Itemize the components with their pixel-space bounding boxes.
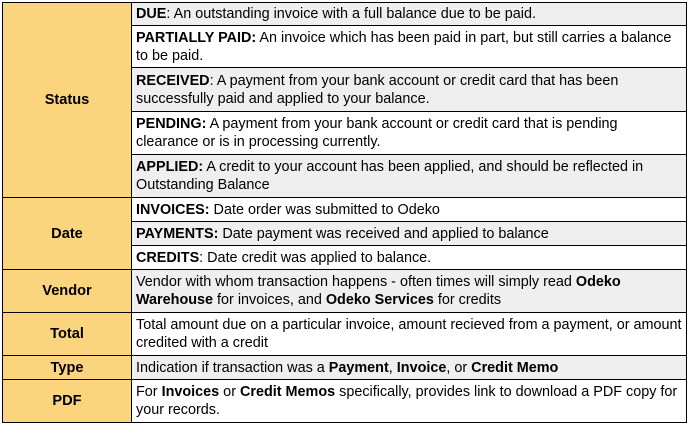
table-row <box>3 313 687 356</box>
definition-partially-paid <box>132 26 687 68</box>
definition-term: RECEIVED <box>136 72 210 89</box>
term-vendor: Vendor <box>3 270 132 313</box>
definition-text: , <box>388 359 397 376</box>
definition-emphasis: Payment <box>328 359 389 376</box>
definition-text: : Date credit was applied to balance. <box>199 249 432 266</box>
definition-applied <box>132 155 687 198</box>
definition-text: A credit to your account has been applied, and should be reflected in Outstanding Balance <box>136 159 644 193</box>
definition-payments <box>132 222 687 246</box>
definition-due <box>132 3 687 26</box>
definition-text: specifically, provides link to download a PDF copy for your records. <box>136 384 678 418</box>
definition-term: PAYMENTS: <box>136 225 219 242</box>
definition-text: Date order was submitted to Odeko <box>209 201 440 218</box>
definition-emphasis: Odeko Warehouse <box>136 274 621 308</box>
definition-credits <box>132 246 687 270</box>
definition-text: An invoice which has been paid in part, but still carries a balance to be paid. <box>136 29 672 64</box>
definition-text: For <box>136 384 162 400</box>
table-row <box>3 270 687 313</box>
definition-emphasis: Invoice <box>396 359 447 376</box>
definition-text: : An outstanding invoice with a full balance due to be paid. <box>166 6 537 22</box>
term-total: Total <box>3 313 132 356</box>
definition-received <box>132 68 687 112</box>
definition-vendor <box>132 270 687 313</box>
term-status: Status <box>3 3 132 198</box>
term-pdf: PDF <box>3 380 132 423</box>
definition-emphasis: Invoices <box>161 384 220 400</box>
definition-emphasis: Credit Memos <box>239 384 336 400</box>
definition-total: Total amount due on a particular invoice, amount recieved from a payment, or amount credited with a credit <box>132 313 687 356</box>
definition-term: INVOICES: <box>136 201 210 218</box>
glossary-table <box>2 2 687 423</box>
definition-text: : A payment from your bank account or credit card that has been successfully paid and applied to your balance. <box>136 72 619 107</box>
term-date: Date <box>3 198 132 270</box>
definition-term: PENDING: <box>136 116 207 132</box>
definition-text: , or <box>446 359 472 376</box>
definition-term: DUE <box>136 6 167 22</box>
definition-text: Date payment was received and applied to balance <box>218 225 549 242</box>
definition-text: for credits <box>433 292 502 308</box>
table-row <box>3 198 687 222</box>
definition-text: for invoices, and <box>213 292 326 308</box>
definition-term: PARTIALLY PAID: <box>136 29 257 46</box>
definition-invoices <box>132 198 687 222</box>
definition-text: Indication if transaction was a <box>136 359 329 376</box>
definition-text: A payment from your bank account or credit card that is pending clearance or is in processing currently. <box>136 116 618 150</box>
term-type: Type <box>3 356 132 380</box>
definition-pending <box>132 112 687 155</box>
table-row <box>3 3 687 26</box>
definition-text: or <box>219 384 240 400</box>
definition-type <box>132 356 687 380</box>
definition-emphasis: Odeko Services <box>325 292 434 308</box>
table-row <box>3 356 687 380</box>
definition-term: APPLIED: <box>136 159 204 175</box>
definition-text: Vendor with whom transaction happens - often times will simply read <box>136 274 576 290</box>
definition-pdf <box>132 380 687 423</box>
table-row <box>3 380 687 423</box>
definition-term: CREDITS <box>136 249 200 266</box>
definition-emphasis: Credit Memo <box>471 359 559 376</box>
